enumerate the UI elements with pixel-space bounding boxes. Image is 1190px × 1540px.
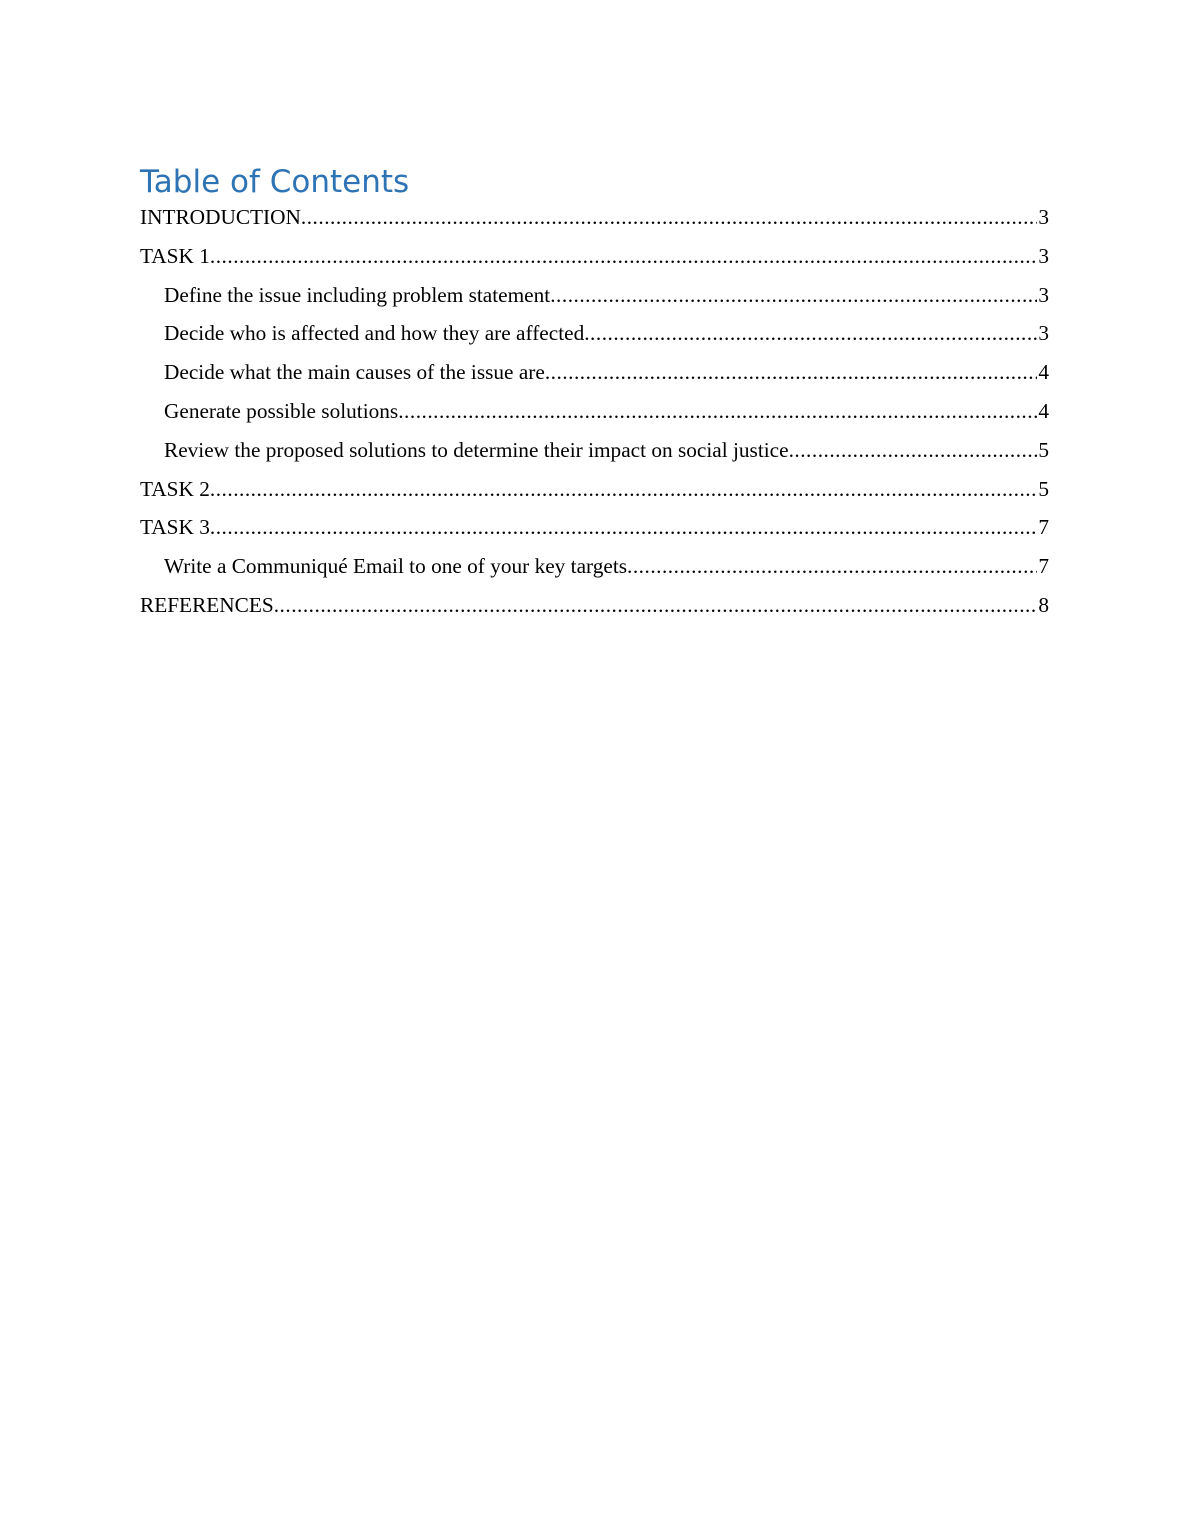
toc-entry-text: TASK 3 [140,515,210,540]
toc-entry-task-2[interactable] [140,470,1049,509]
toc-dot-leader [274,586,1038,625]
toc-entry-text: Define the issue including problem statement [164,282,551,307]
toc-entry-text: INTRODUCTION [140,205,301,229]
toc-entry-references[interactable] [140,586,1049,625]
toc-entry-task-3[interactable] [140,508,1049,547]
toc-entry-define-issue[interactable] [140,276,1049,315]
toc-entry-text: Review the proposed solutions to determine their impact on social justice [164,437,789,462]
toc-page-number: 5 [1038,476,1049,501]
toc-page-number: 5 [1038,437,1049,462]
toc-entry-task-1[interactable] [140,237,1049,276]
toc-title: Table of Contents [140,164,410,200]
toc-entry-text: Write a Communiqué Email to one of your key targets [164,554,628,579]
toc-list [140,198,1049,625]
toc-entry-text: TASK 2 [140,476,210,501]
toc-dot-leader [550,276,1037,315]
toc-entry-introduction[interactable] [140,198,1049,237]
toc-dot-leader [584,314,1037,353]
toc-entry-review-solutions[interactable] [140,431,1049,470]
toc-page-number: 8 [1038,592,1049,617]
toc-entry-text: TASK 1 [140,243,210,268]
toc-entry-possible-solutions[interactable] [140,392,1049,431]
toc-page-number: 7 [1038,515,1049,540]
toc-page-number: 3 [1038,282,1049,307]
toc-dot-leader [301,198,1037,237]
toc-dot-leader [210,508,1037,547]
toc-entry-text: Decide what the main causes of the issue are [164,360,545,385]
toc-page-number: 4 [1038,360,1049,385]
toc-dot-leader [210,470,1037,509]
toc-page-number: 3 [1038,205,1049,229]
toc-page-number: 3 [1038,243,1049,268]
toc-dot-leader [210,237,1037,276]
toc-page-number: 7 [1038,554,1049,579]
toc-page-number: 3 [1038,321,1049,346]
toc-entry-main-causes[interactable] [140,353,1049,392]
toc-entry-who-is-affected[interactable] [140,314,1049,353]
toc-entry-text: REFERENCES [140,592,274,617]
toc-dot-leader [789,431,1038,470]
toc-entry-text: Generate possible solutions [164,398,399,423]
toc-page-number: 4 [1038,398,1049,423]
toc-dot-leader [545,353,1038,392]
toc-entry-communique-email[interactable] [140,547,1049,586]
toc-entry-text: Decide who is affected and how they are affected [164,321,585,346]
toc-dot-leader [398,392,1037,431]
toc-dot-leader [627,547,1037,586]
